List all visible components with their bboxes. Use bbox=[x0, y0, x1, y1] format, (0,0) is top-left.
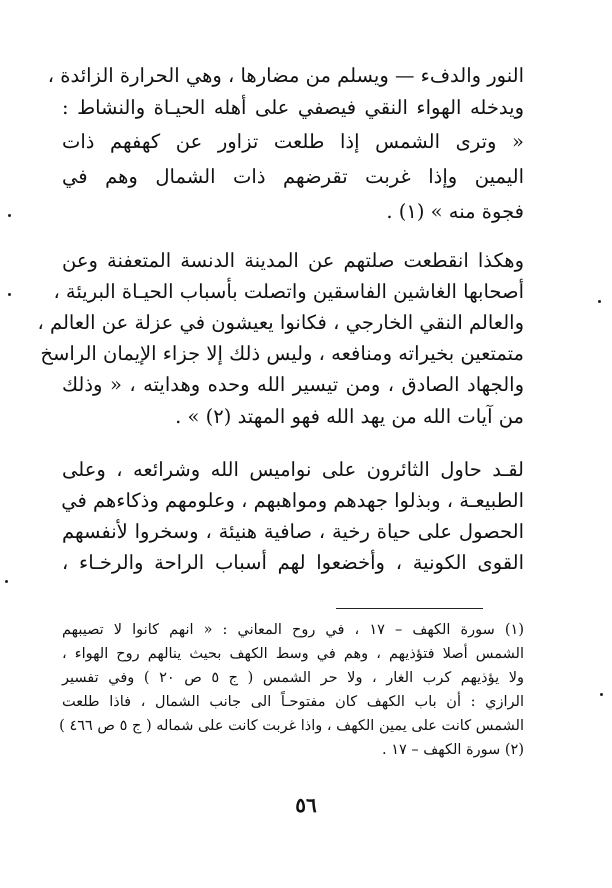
quran-verse-line: فجوة منه » (١) . bbox=[386, 200, 524, 223]
text-line: والجهاد الصادق ، ومن تيسير الله وحده وهدايته ، « وذلك bbox=[62, 373, 524, 396]
scan-speck bbox=[600, 693, 603, 696]
text-line: النور والدفء — ويسلم من مضارها ، وهي الحرارة الزائدة ، bbox=[47, 64, 524, 87]
text-line: ويدخله الهواء النقي فيصفي على أهله الحيـاة والنشاط : bbox=[62, 96, 524, 119]
text-line: من آيات الله من يهد الله فهو المهتد (٢) » . bbox=[175, 405, 524, 428]
quran-verse-line: « وترى الشمس إذا طلعت تزاور عن كهفهم ذات bbox=[62, 130, 524, 153]
footnote-line: الشمس أصلا فتؤذيهم ، وهم في وسط الكهف بحيث ينالهم روح الهواء ، bbox=[62, 646, 524, 662]
footnote-separator bbox=[336, 608, 483, 609]
quran-verse-line: اليمين وإذا غربت تقرضهم ذات الشمال وهم في bbox=[62, 165, 524, 188]
text-line: القوى الكونية ، وأخضعوا لهم أسباب الراحة والرخـاء ، bbox=[62, 551, 524, 574]
text-line: الحصول على حياة رخية ، صافية هنيئة ، وسخروا لأنفسهم bbox=[62, 520, 524, 543]
footnote-line: (١) سورة الكهف – ١٧ ، في روح المعاني : « انهم كانوا لا تصيبهم bbox=[62, 622, 525, 638]
scan-speck bbox=[8, 214, 11, 217]
footnote-line: ولا يؤذيهم كرب الغار ، ولا حر الشمس ( ج ٥ ص ٢٠ ) وفي تفسير bbox=[62, 670, 524, 686]
text-line: أصحابها الغاشين الفاسقين واتصلت بأسباب الحيـاة البريئة ، bbox=[53, 280, 524, 303]
text-line: والعالم النقي الخارجي ، فكانوا يعيشون في عزلة عن العالم ، bbox=[37, 311, 524, 334]
footnote-line: الشمس كانت على يمين الكهف ، واذا غربت كانت على شماله ( ج ٥ ص ٤٦٦ ) bbox=[59, 718, 524, 734]
text-line: لقـد حاول الثائرون على نواميس الله وشرائعه ، وعلى bbox=[62, 458, 524, 481]
scan-speck bbox=[8, 293, 11, 296]
text-line: متمتعين بخيراته ومنافعه ، وليس ذلك إلا جزاء الإيمان الراسخ bbox=[40, 342, 524, 365]
scan-speck bbox=[598, 300, 601, 303]
text-line: الطبيعـة ، وبذلوا جهدهم ومواهبهم ، وعلومهم وذكاءهم في bbox=[61, 489, 524, 512]
scan-speck bbox=[5, 580, 8, 583]
footnote-line: (٢) سورة الكهف – ١٧ . bbox=[382, 742, 524, 758]
footnote-line: الرازي : أن باب الكهف كان مفتوحـاً الى جانب الشمال ، فاذا طلعت bbox=[62, 694, 524, 710]
page-number: ٥٦ bbox=[295, 793, 317, 817]
text-line: وهكذا انقطعت صلتهم عن المدينة الدنسة المتعفنة وعن bbox=[62, 249, 524, 272]
